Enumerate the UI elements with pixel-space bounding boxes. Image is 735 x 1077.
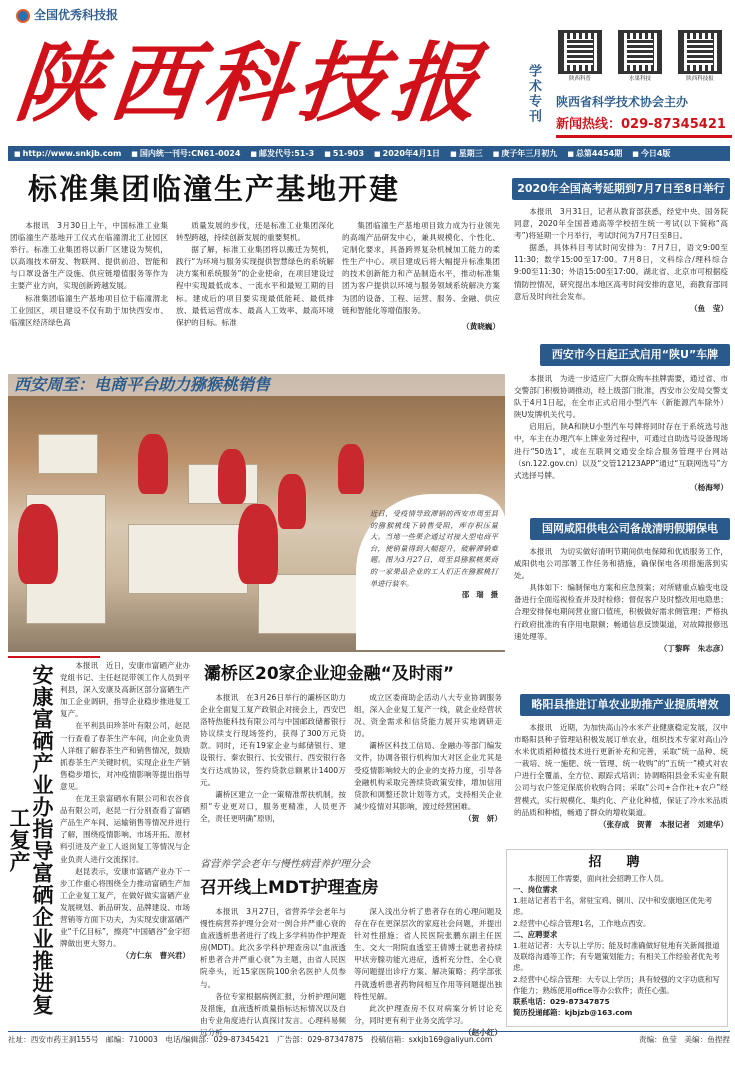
selenium-title[interactable]: 安康富硒产业办指导富硒企业推进复工复产 [7, 664, 54, 1016]
lueyang-body [514, 722, 728, 830]
paragraph: 深入浅出分析了患者存在的心理问题及存在存在更深层次的家庭社会问题，并提出针对性措施；省人民医院张鹏东副主任医生、交大一附院血透室王倩博士就患者持续甲状旁腺功能亢进症，透析充分性、全心衰等问题提出诊疗方案、解决策略；药学部张丹就透析患者药物间相互作用等问题提出独特性见解。 [354, 907, 502, 1001]
baqiao-column-1 [200, 692, 346, 825]
page-count: ■ 今日4版 [632, 148, 670, 160]
hotline-label: 新闻热线： [556, 117, 622, 132]
plate-title[interactable]: 西安市今日起正式启用“陕U”车牌 [540, 344, 730, 366]
masthead-top [16, 7, 196, 25]
qr-code-icon [558, 30, 602, 74]
issue-info-bar [8, 146, 730, 161]
resume-email[interactable]: 简历投递邮箱：kjbjzb@163.com [513, 1008, 633, 1018]
paragraph: 具体如下：编制保电方案和应急预案；对所辖重点输变电设备进行全面巡视检查并及时检修；督促客户及时整改用电隐患；合理安排保电期间营业窗口值班，积极做好需求侧管理；严格执行政府批准的有序用电限额；畅通信息反馈渠道，对故障报修迅速处理等。 [514, 583, 728, 641]
issn: ■ 国内统一刊号:CN61-0024 [131, 148, 240, 160]
footer [8, 1031, 730, 1045]
power-body [514, 546, 728, 654]
paragraph: 本报讯 近日，安康市富硒产业办党组书记、主任赵昆带领工作人员到平利县，深入安康及高新区部分富硒生产加工企业调研，指导企业稳步推进复工复产。 [60, 661, 190, 719]
condition-item: 1.驻站记者：大专以上学历；能及时准确做好驻地有关新闻报道及联络沟通等工作；有专题策划能力；有相关工作经验者优先考虑。 [513, 941, 720, 973]
worker [18, 504, 58, 584]
mdt-column-2 [354, 906, 502, 1038]
mdt-title[interactable]: 召开线上MDT护理查房 [200, 878, 379, 898]
paragraph: 集团临潼生产基地项目致力成为行业领先的高端产品研发中心，兼具规模化、个性化、定制化要求，具备跨界复杂机械加工能力的柔性生产中心。项目建成后将大幅提升标准集团的技术创新能力和产品制造水平，推动标准集团为客户提供以环境与服务领域系统解决方案为团的设备、工程、运营、服务、金融、供应链和智能化等增值服务。 [342, 221, 500, 315]
qr-code[interactable] [616, 30, 664, 88]
paragraph: 本报讯 近期，为加快高山冷水米产业健康稳定发展，汉中市略阳县种子管理站积极发展订单农业，组织技术专家对高山冷水米优质稻种植技术进行更新补充和完善，采取“统一品种、统一栽培、统一施肥、统一管理、统一收购”的“五统一”模式对农户进行全覆盖、全方位、跟踪式培训；协调略阳县金禾实业有限公司与农户签定保底价收购合同；采取“公司+合作社+农户”经营模式，实行规模化、集约化、产业化种植，保证了冷水米品质的品质和种植，畅通了群众的增收渠道。 [514, 723, 728, 817]
paragraph: 质量发展的步伐，还是标准工业集团深化转型跨越，持续创新发展的重要契机。 [176, 221, 334, 243]
baqiao-column-2 [354, 692, 502, 824]
power-title[interactable]: 国网咸阳供电公司备战清明假期保电 [530, 518, 730, 540]
section-heading: 一、岗位需求 [513, 885, 558, 895]
selenium-body [60, 660, 190, 961]
paragraph: 据了解，标准工业集团将以搬迁为契机，践行“为环境与服务实现提供智慧绿色的系统解决方案和系统服务”的企业使命，在项目建设过程中实现最低成本、一流水平和最短工期的目标。建成后的项目要实现最低能耗、最低排放、最低运营成本、最高人工效率、最高环境保护的目标。标准 [176, 245, 334, 327]
qr-caption: 陕西科技报 [686, 76, 714, 82]
byline: （赵小红） [464, 1027, 502, 1037]
issue-number: ■ 总第4454期 [567, 148, 622, 160]
paragraph: 灞桥区建立一企一策精准帮扶机制，按照“专业更对口，服务更精准，人员更齐全，责任更明确”原则， [200, 789, 346, 823]
website-link[interactable]: ■ http://www.snkjb.com [14, 148, 121, 160]
qr-code-row [556, 30, 728, 88]
lead-column-2 [176, 220, 334, 329]
qr-code-icon [618, 30, 662, 74]
postal-code: ■ 邮发代号:51-3 [250, 148, 314, 160]
paragraph: 标准集团临潼生产基地项目位于临潼渭北工业园区，项目建设不仅有助于加快西安市、临潼区经济绿色高 [10, 293, 168, 327]
worker [138, 434, 168, 494]
qr-code[interactable] [556, 30, 604, 88]
footer-address: 社址：西安市药王洞155号 邮编：710003 电话/编辑部：029-87345421 广告部：029-87347875 投稿信箱：sxkjb169@aliyun.com [8, 1035, 493, 1044]
qr-code-icon [678, 30, 722, 74]
section-heading: 二、应聘要求 [513, 929, 558, 939]
worker [238, 504, 278, 584]
caption-text: 近日，受疫情导致滞销的西安市周至县的猕猴桃线下销售受阻，库存积压量大。当地一些果企通过对接大型电商平台，使销量得到大幅提升，破解滞销难题。图为3月27日，周至县猕猴桃果商的一家果品企业的工人们正在猕猴桃打单进行装车。 [370, 509, 498, 588]
paragraph: 在平利县田珍茶叶有限公司，赵昆一行查看了春茶生产车间，向企业负责人详细了解春茶生产和销售情况，鼓励抓春茶生产关键时机，实现企业生产销售稳步增长，对冲疫情影响等提出指导意见。 [60, 721, 190, 791]
worker [278, 474, 306, 529]
byline: （鱼 莹） [690, 303, 728, 313]
worker [218, 449, 246, 504]
recruitment-ad [506, 849, 728, 1027]
qr-code[interactable] [676, 30, 724, 88]
condition-item: 2.经营中心综合管理：大专以上学历；具有较强的文字功底和写作能力；熟练使用office等办公软件；责任心强。 [513, 974, 720, 995]
lead-column-3 [342, 220, 500, 332]
postal-code-2: ■ 51-903 [324, 148, 364, 160]
fruit-crate [38, 434, 98, 474]
news-hotline [556, 116, 732, 138]
paragraph: 本报讯 在3月26日举行的灞桥区助力企业全面复工复产政银企对接会上，西安巴洛特热能科技有限公司与中国邮政储蓄银行协议续支行现场签约，获得了300万元贷款。同时，还有19家企业与邮储银行、建设银行、秦农银行、长安银行、西安银行各支行达成协议，签约贷款总额累计1400万元。 [200, 693, 346, 787]
fruit-crate [258, 574, 358, 634]
paragraph: 启用后，陕A和陕U小型汽车号牌将同时存在于系统选号池中，车主在办理汽车上牌业务过程中，可通过自助选号设备现场进行“50选1”，或在互联网交通安全综合服务管理平台网站（sn.122.gov.cn）以及“交管12123APP”通过“互联网选号”方式选择号牌。 [514, 422, 728, 480]
issue-date: ■ 2020年4月1日 [374, 148, 440, 160]
lunar-date: ■ 庚子年三月初九 [493, 148, 558, 160]
photo-caption [356, 494, 506, 650]
mdt-kicker: 省营养学会老年与慢性病营养护理分会 [200, 859, 370, 870]
recruitment-intro: 本报因工作需要，面向社会招聘工作人员。 [527, 873, 669, 883]
divider [8, 656, 100, 658]
lead-headline[interactable]: 标准集团临潼生产基地开建 [28, 172, 401, 206]
paragraph: 据悉，具体科目考试时间安排为：7月7日，语文9:00至11:30；数学15:00至17:00。7月8日，文科综合/理科综合9:00至11:30；外语15:00至17:00。湖北省、北京市可根据疫情防控情况，研究提出本地区高考时间安排的意见，商教育部同意后及时向社会发布。 [514, 243, 728, 301]
byline: （方仁东 曹兴君） [121, 951, 190, 961]
paragraph: 本报讯 3月30日上午，中国标准工业集团临潼生产基地开工仪式在临潼渭北工业园区举行。标准工业集团将以新厂区建设为契机，以高端技术研发、物联网、提供前沿、智能和与口罩设备生产设施、供应链增值服务等作为主要产业方向，实现创新跨越发展。 [10, 221, 168, 291]
qr-caption: 水果科技 [628, 76, 651, 82]
paragraph: 成立区委商助企活动八大专业协调服务组，深入企业复工复产一线，就企业经营状况、资金需求和信贷能力展开实地调研走访。 [354, 693, 502, 739]
paragraph: 在龙王泉富硒水有限公司和农谷食品有限公司，赵昆一行分别查看了富硒产品生产车间、运输销售等情况并进行了解，围绕疫情影响、市场开拓、原材料引进及产业工人返岗复工等情况与企业负责人进行交流探讨。 [60, 794, 190, 864]
weekday: ■ 星期三 [450, 148, 483, 160]
paragraph: 本报讯 为进一步适应广大群众购车挂牌需要，通过省、市交警部门积极协调推动，经上级部门批准，西安市公安局交警支队于4月1日起，在全市正式启用小型汽车（新能源汽车除外）陕U发牌机关代号。 [514, 374, 728, 420]
byline: （黄晓巍） [462, 321, 500, 331]
top-label: 全国优秀科技报 [34, 8, 119, 23]
gaokao-body [514, 206, 728, 314]
paragraph: 灞桥区科技工信局、金融办等部门编发文件，协调各银行机构加大对区企业尤其是受疫情影响较大的企业的支持力度，引导各金融机构采取完善续贷政策安排，增加信用贷款和调整还款计划等方式，支持相关企业减少疫情对其影响，渡过经营困难。 [354, 741, 502, 811]
lead-column-1 [10, 220, 168, 329]
footer-editors: 责编：鱼莹 美编：鱼捏捏 [638, 1035, 730, 1044]
requirement-item: 1.驻站记者若干名，常驻宝鸡、铜川、汉中和安康地区优先考虑。 [513, 896, 713, 917]
baqiao-title[interactable]: 灞桥区20家企业迎金融“及时雨” [204, 664, 455, 684]
worker [338, 444, 364, 494]
gaokao-title[interactable]: 2020年全国高考延期到7月7日至8日举行 [512, 178, 730, 200]
paragraph: 本报讯 3月27日，省营养学会老年与慢性病营养护理分会对一例合并严重心衰的血液透析患者进行了线上多学科协作护理查房(MDT)。此次多学科护理查房以“血液透析患者合并严重心衰”为主题，由省人民医院牵头，近15家医院100余名医护人员参与。 [200, 907, 346, 989]
newspaper-logo-icon [16, 9, 30, 23]
byline: （张存成 贺菁 本报记者 刘建华） [598, 819, 728, 829]
lueyang-title[interactable]: 略阳县推进订单农业助推产业提质增效 [520, 694, 730, 716]
edition-label: 学术专刊 [526, 64, 541, 124]
photographer: 邵 瑞 摄 [462, 590, 498, 600]
qr-caption: 陕西科普 [568, 76, 591, 82]
recruitment-title: 招 聘 [588, 855, 646, 870]
paragraph: 此次护理查房不仅对病案分析讨论充分，同时更有利于业务交流学习。 [354, 1003, 502, 1025]
byline: （丁黎晖 朱志彦） [659, 643, 728, 653]
newspaper-title: 陕西科技报 [10, 33, 492, 134]
contact-phone[interactable]: 联系电话：029-87347875 [513, 997, 610, 1007]
mdt-column-1 [200, 906, 346, 1039]
requirement-item: 2.经营中心综合管理1名，工作地点西安。 [513, 918, 651, 928]
paragraph: 本报讯 3月31日，记者从教育部获悉，经党中央、国务院同意，2020年全国普通高等学校招生统一考试(以下简称“高考”)将延期一个月举行，考试时间为7月7日至8日。 [514, 207, 728, 241]
byline: （杨海琴） [690, 482, 728, 492]
paragraph: 本报讯 为切实做好清明节期间供电保障和优质服务工作，咸阳供电公司部署工作任务和措施，确保保电各项措施落到实处。 [514, 547, 728, 581]
photo-banner: 西安周至：电商平台助力猕猴桃销售 [8, 374, 505, 396]
fruit-crate [128, 524, 248, 594]
paragraph: 赵昆表示，安康市富硒产业办下一步工作重心将围绕全力推动富硒生产加工企业复工复产，在做好做实富硒产业发展规划、新品研发、品牌建设、市场营销等方面下功夫，为实现安康富硒产业“千亿目标”，擦亮“中国硒谷”金字招牌做出更大努力。 [60, 866, 190, 949]
plate-body [514, 373, 728, 493]
byline: （贺 妍） [464, 813, 502, 823]
hotline-number: 029-87345421 [621, 117, 726, 132]
paragraph: 各位专家根据病例汇报，分析护理问题及措施，血液透析质量指标达标情况以及自由专业角度进行认真探讨发言。心理科易频远分析 [200, 991, 346, 1037]
host-organization: 陕西省科学技术协会主办 [556, 95, 689, 109]
